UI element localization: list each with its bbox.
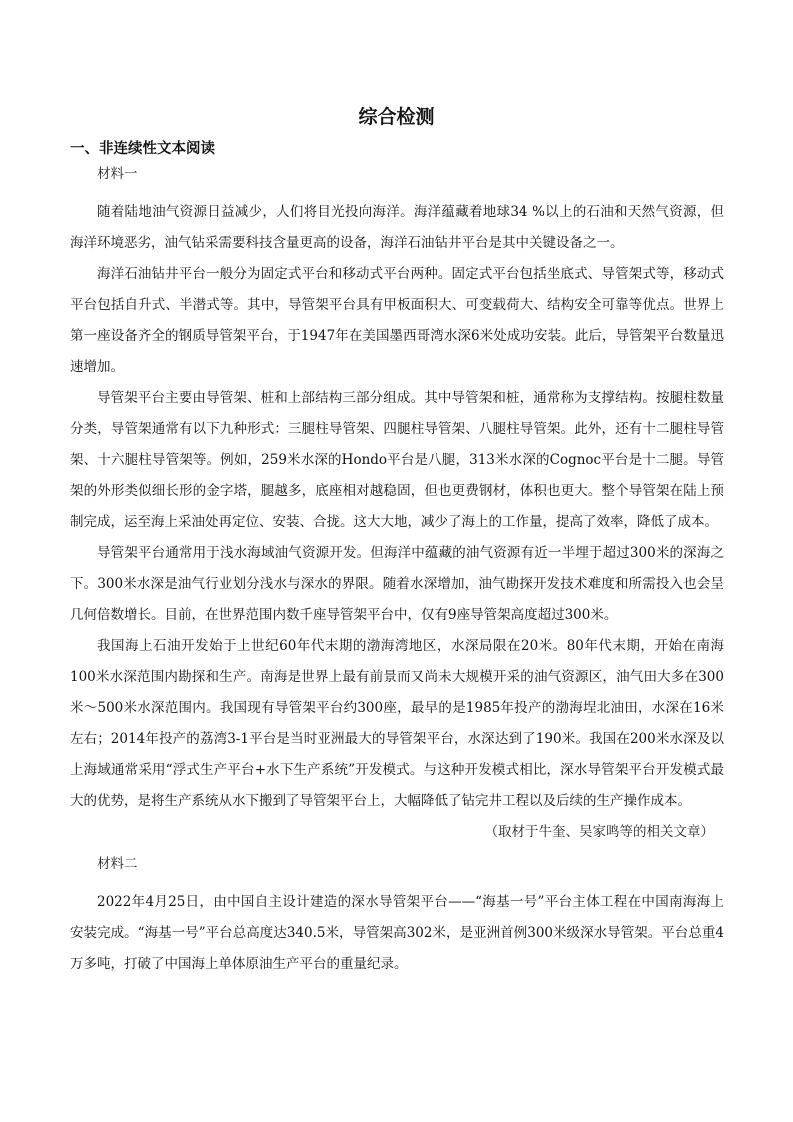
document-title: 综合检测 [358,106,435,128]
material-label: 材料一 [97,166,138,182]
paragraph: 导管架平台主要由导管架、桩和上部结构三部分组成。其中导管架和桩，通常称为支撑结构。按腿柱数量分类，导管架通常有以下九种形式：三腿柱导管架、四腿柱导管架、八腿柱导管架。此外，还有十二腿柱导管架、十六腿柱导管架等。例如，259米水深的Hondo平台是八腿，313米水深的Cognoc平台是十二腿。导管架的外形类似细长形的金字塔，腿越多，底座相对越稳固，但也更费钢材，体积也更大。整个导管架在陆上预制完成，运至海上采油处再定位、安装、合拢。这大大地，减少了海上的工作量，提高了效率，降低了成本。 [70,390,724,530]
material-label: 材料二 [97,856,138,872]
paragraph: 随着陆地油气资源日益减少，人们将目光投向海洋。海洋蕴藏着地球34 %以上的石油和天然气资源，但海洋环境恶劣，油气钻采需要科技含量更高的设备，海洋石油钻井平台是其中关键设备之一。 [70,204,724,251]
paragraph: 我国海上石油开发始于上世纪60年代末期的渤海湾地区，水深局限在20米。80年代末期，开始在南海100米水深范围内勘探和生产。南海是世界上最有前景而又尚未大规模开采的油气资源区，油气田大多在300 米～500米水深范围内。我国现有导管架平台约300座，最早的是1985年投产的渤海埕北油田，水深在16米左右；2014年投产的荔湾3-1平台是当时亚洲最大的导管架平台，水深达到了190米。我国在200米水深及以上海域通常采用“浮式生产平台+水下生产系统”开发模式。与这种开发模式相比，深水导管架平台开发模式最大的优势，是将生产系统从水下搬到了导管架平台上，大幅降低了钻完井工程以及后续的生产操作成本。 [70,638,724,809]
source-citation: （取材于牛奎、吴家鸣等的相关文章） [484,824,714,840]
section-heading: 一、非连续性文本阅读 [70,141,215,157]
paragraph: 2022年4月25日，由中国自主设计建造的深水导管架平台——“海基一号”平台主体工程在中国南海海上安装完成。“海基一号”平台总高度达340.5米，导管架高302米，是亚洲首例300米级深水导管架。平台总重4万多吨，打破了中国海上单体原油生产平台的重量纪录。 [70,894,724,972]
paragraph: 海洋石油钻井平台一般分为固定式平台和移动式平台两种。固定式平台包括坐底式、导管架式等，移动式平台包括自升式、半潜式等。其中，导管架平台具有甲板面积大、可变载荷大、结构安全可靠等优点。世界上第一座设备齐全的钢质导管架平台，于1947年在美国墨西哥湾水深6米处成功安装。此后，导管架平台数量迅速增加。 [70,266,724,375]
document-body [70,164,724,980]
paragraph: 导管架平台通常用于浅水海域油气资源开发。但海洋中蕴藏的油气资源有近一半埋于超过300米的深海之下。300米水深是油气行业划分浅水与深水的界限。随着水深增加，油气勘探开发技术难度和所需投入也会呈几何倍数增长。目前，在世界范围内数千座导管架平台中，仅有9座导管架高度超过300米。 [70,545,724,623]
